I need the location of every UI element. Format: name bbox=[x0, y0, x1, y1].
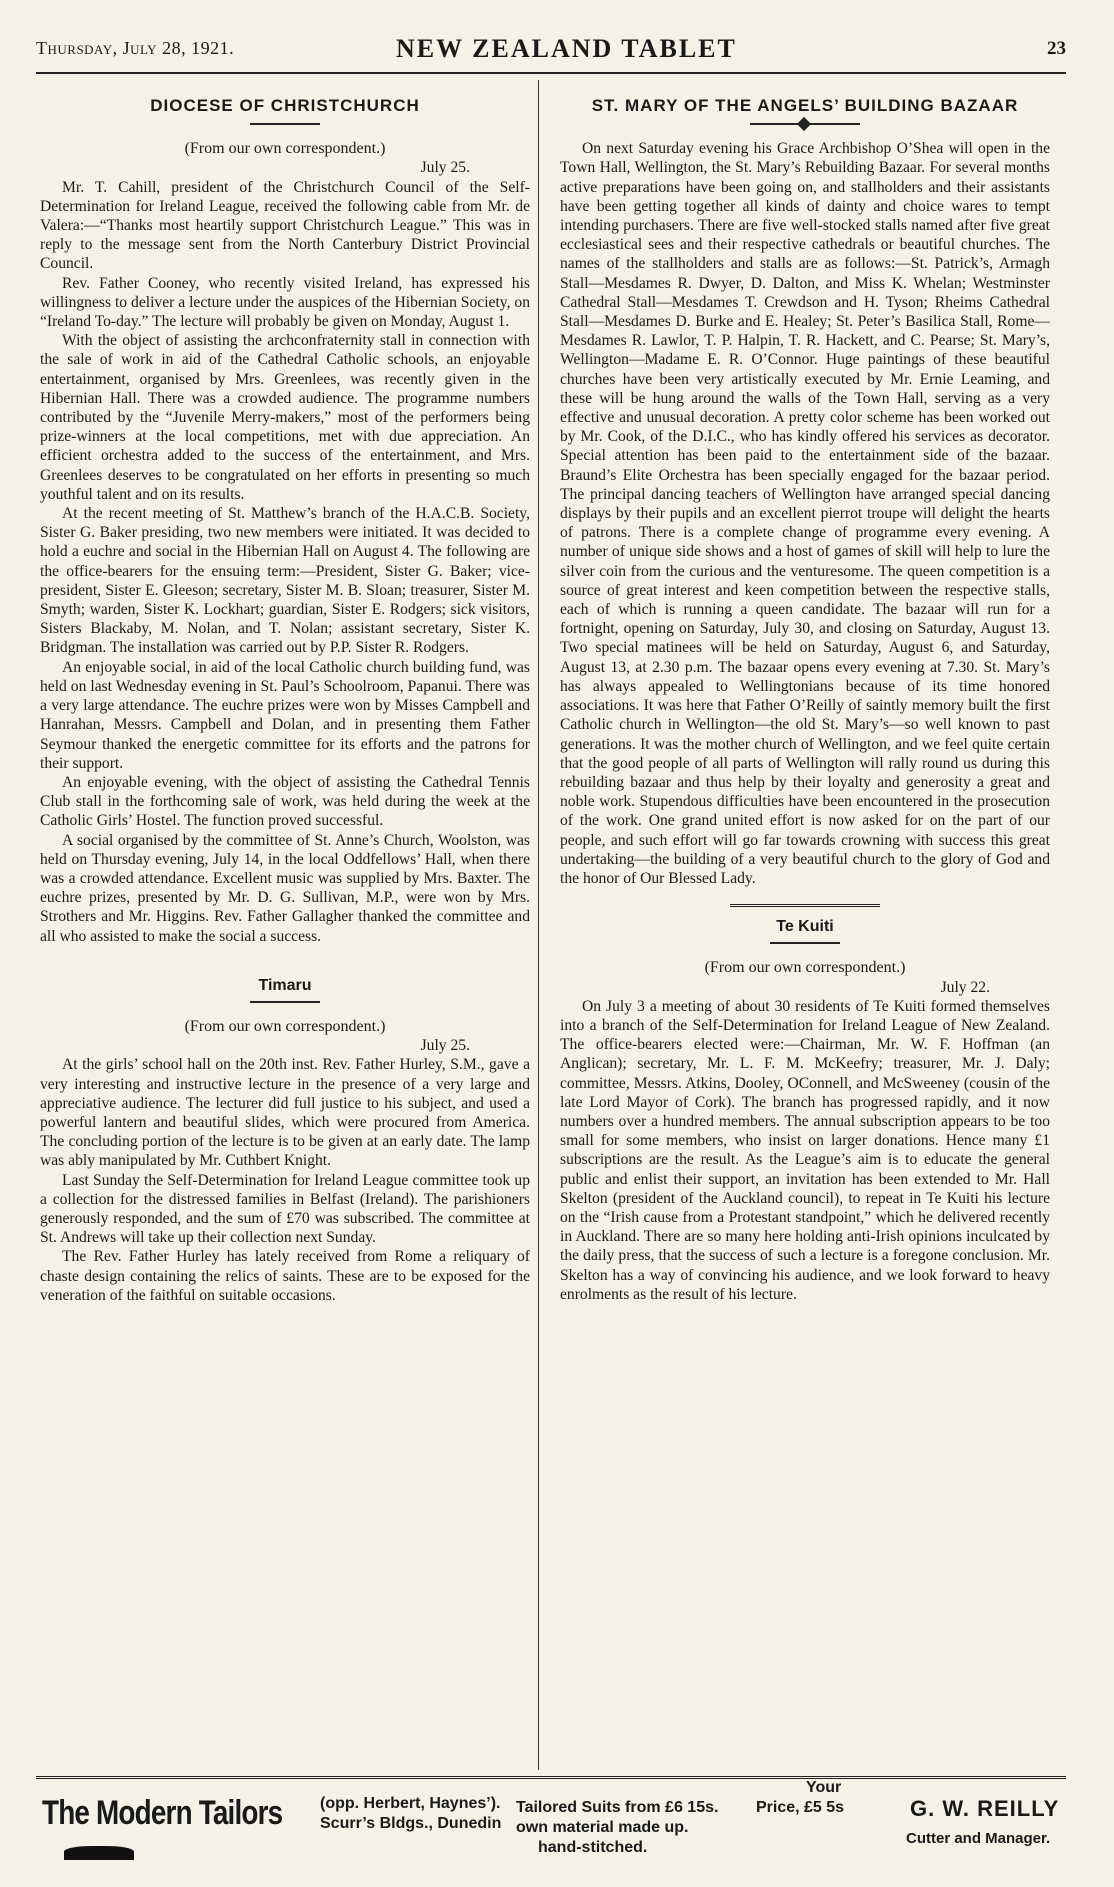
article-body bbox=[40, 178, 530, 946]
section-heading: DIOCESE OF CHRISTCHURCH bbox=[150, 96, 420, 115]
advertised-price: Your Price, £5 5s bbox=[756, 1779, 845, 1816]
heading-rule bbox=[250, 123, 320, 125]
article-body bbox=[560, 139, 1050, 888]
paragraph: At the girls’ school hall on the 20th inst. Rev. Father Hurley, S.M., gave a very interesting and instructive lecture in the presence of a very large and appreciative audience. The lecturer did full justice to his subject, and used a powerful lantern and beautiful slides, which were procured from America. The concluding portion of the lecture is to be given at an early date. The lamp was ably manipulated by Mr. Cuthbert Knight. bbox=[40, 1056, 530, 1170]
sub-heading: Timaru bbox=[258, 976, 312, 994]
paragraph: An enjoyable social, in aid of the local Catholic church building fund, was held on last Wednesday evening in St. Paul’s Schoolroom, Papanui. There was a very large attendance. The euchre prizes were won by Misses Campbell and Hanrahan, Messrs. Campbell and Dolan, and in presenting them Father Seymour thanked the energetic committee for its efforts and the patrons for their support. bbox=[40, 658, 530, 772]
advertised-offer: Tailored Suits from £6 15s. own material made up. hand-stitched. bbox=[516, 1799, 719, 1856]
section-heading: ST. MARY OF THE ANGELS’ BUILDING BAZAAR bbox=[591, 96, 1019, 115]
section-separator bbox=[730, 904, 880, 907]
article-body bbox=[560, 997, 1050, 1304]
footer-rule bbox=[36, 1776, 1066, 1779]
issue-date: Thursday, July 28, 1921. bbox=[36, 38, 235, 58]
sub-heading: Te Kuiti bbox=[776, 918, 834, 936]
paragraph: On next Saturday evening his Grace Archbishop O’Shea will open in the Town Hall, Wellington, the St. Mary’s Rebuilding Bazaar. For several months active preparations have been going on, and stallholders and their assistants have been getting together all kinds of dainty and choice wares to tempt intending purchasers. There are five well-stocked stalls named after five great ecclesiastical sees and their respective cathedrals or beautiful churches. The names of the stallholders and stalls are as follows:—St. Patrick’s, Armagh Stall—Mesdames R. Dwyer, D. Dalton, and Miss K. Whelan; Westminster Cathedral Stall—Mesdames T. Crewdson and H. Tyson; Rheims Cathedral Stall—Mesdames D. Burke and E. Healey; St. Peter’s Basilica Stall, Rome—Mesdames R. Lawlor, T. P. Halpin, T. R. Hackett, and C. Pearse; St. Mary’s, Wellington—Madame E. R. O’Connor. Huge paintings of these beautiful churches have been very artistically executed by Mr. Ernie Leaming, and these will be hung around the walls of the Town Hall, serving as a very effective and unusual decoration. A pretty color scheme has been worked out by Mr. Cook, of the D.I.C., who has kindly offered his services as decorator. Special attention has been paid to the entertainment side of the bazaar. Braund’s Elite Orchestra has been specially engaged for the bazaar period. The principal dancing teachers of Wellington have arranged special dancing displays by their pupils and an excellent pierrot troupe will delight the hearts of patrons. There is a complete change of programme every evening. A number of unique side shows and a host of games of skill will help to lure the silver coin from the curious and the venturesome. The queen competition is a source of great interest and keen competition between the respective stalls, each of which is running a queen candidate. The bazaar will run for a fortnight, opening on Saturday, July 30, and closing on Saturday, August 13. Two special matinees will be held on Saturday, August 6, and Saturday, August 13, at 2.30 p.m. The bazaar opens every evening at 7.30. St. Mary’s has always appealed to Wellingtonians because of its time honored associations. It was here that Father O’Reilly of saintly memory built the first Catholic church in Wellington—the old St. Mary’s—so well known to past generations. It was the mother church of Wellington, and we feel quite certain that the good people of all parts of Wellington will rally round us during this rebuilding bazaar and thus help by their loyalty and generosity a great and noble work. Stupendous difficulties have been encountered in the prosecution of the work. One grand united effort is now asked for on the part of our people, and such effort will go far towards crowning with success this great undertaking—the building of a very beautiful church to the glory of God and the honor of Our Blessed Lady. bbox=[560, 140, 1050, 887]
paragraph: Mr. T. Cahill, president of the Christchurch Council of the Self-Determination for Ireland League, received the following cable from Mr. de Valera:—“Thanks most heartily support Christchurch League.” This was in reply to the message sent from the North Canterbury District Provincial Council. bbox=[40, 178, 530, 273]
column-divider bbox=[538, 80, 539, 1770]
paragraph: The Rev. Father Hurley has lately received from Rome a reliquary of chaste design containing the relics of saints. These are to be exposed for the veneration of the faithful on suitable occasions. bbox=[40, 1248, 530, 1304]
paragraph: An enjoyable evening, with the object of assisting the Cathedral Tennis Club stall in the forthcoming sale of work, was held during the week at the Catholic Girls’ Hostel. The function proved successful. bbox=[40, 773, 530, 830]
dateline: July 25. bbox=[420, 159, 470, 177]
correspondent-line: (From our own correspondent.) bbox=[184, 140, 386, 158]
article-body bbox=[40, 1055, 530, 1305]
paragraph: Last Sunday the Self-Determination for Ireland League committee took up a collection for the distressed families in Belfast (Ireland). The parishioners generously responded, and the sum of £70 was subscribed. The committee at St. Andrews will take up their collection next Sunday. bbox=[40, 1171, 530, 1247]
paragraph: With the object of assisting the archconfraternity stall in connection with the sale of work in aid of the Cathedral Catholic schools, an enjoyable entertainment, organised by Mrs. Greenlees, was recently given in the Hibernian Hall. There was a crowded audience. The programme numbers contributed by the “Juvenile Merry-makers,” most of the performers being prize-winners at the local competitions, met with due appreciation. An efficient orchestra added to the success of the entertainment, and Mrs. Greenlees deserves to be congratulated on her efforts in presenting so much youthful talent and on its results. bbox=[40, 332, 530, 503]
paragraph: On July 3 a meeting of about 30 residents of Te Kuiti formed themselves into a branch of the Self-Determination for Ireland League of New Zealand. The office-bearers elected were:—Chairman, Mr. W. F. Hoffman (an Anglican); secretary, Mr. L. F. M. McKeefry; treasurer, Mr. J. Daly; committee, Messrs. Atkins, Dooley, OConnell, and McSweeney (cousin of the late Lord Mayor of Cork). The branch has progressed rapidly, and it now numbers over a hundred members. The annual subscription appears to be too small for some members, who insist on larger donations. Hence many £1 subscriptions are the result. As the League’s aim is to educate the general public and enlist their support, an invitation has been extended to Mr. Hall Skelton (president of the Auckland council), to repeat in Te Kuiti his lecture on the “Irish cause from a Protestant standpoint,” which he delivered recently in Auckland. There are so many here holding anti-Irish opinions inculcated by the daily press, that the success of such a lecture is a foregone conclusion. Mr. Skelton has a way of convincing his audience, and we look forward to heavy enrolments as the result of his lecture. bbox=[560, 997, 1050, 1303]
header-rule bbox=[36, 72, 1066, 74]
right-column bbox=[560, 88, 1050, 1304]
heading-rule bbox=[750, 123, 860, 125]
masthead bbox=[36, 30, 1066, 66]
advertiser-name: The Modern Tailors bbox=[42, 1794, 283, 1832]
dateline: July 22. bbox=[940, 978, 990, 996]
correspondent-line: (From our own correspondent.) bbox=[184, 1017, 386, 1035]
correspondent-line: (From our own correspondent.) bbox=[704, 959, 906, 977]
page-number: 23 bbox=[1047, 38, 1066, 59]
heading-rule bbox=[250, 1001, 320, 1003]
paragraph: A social organised by the committee of St. Anne’s Church, Woolston, was held on Thursday evening, July 14, in the local Oddfellows’ Hall, when there was a crowded attendance. Excellent music was supplied by Mrs. Baxter. The euchre prizes, presented by Mr. D. G. Sullivan, M.P., were won by Mrs. Strothers and Mr. Higgins. Rev. Father Gallagher thanked the committee and all who assisted to make the social a success. bbox=[40, 831, 530, 945]
advertiser-address: (opp. Herbert, Haynes’). Scurr’s Bldgs., Dunedin bbox=[320, 1795, 502, 1832]
heading-rule bbox=[770, 942, 840, 944]
paragraph: At the recent meeting of St. Matthew’s branch of the H.A.C.B. Society, Sister G. Baker presiding, two new members were initiated. It was decided to hold a euchre and social in the Hibernian Hall on August 4. The following are the office-bearers for the ensuing term:—President, Sister G. Baker; vice-president, Sister E. Gleeson; secretary, Sister M. B. Sloan; treasurer, Sister M. Smyth; warden, Sister K. Lockhart; guardian, Sister E. Rodgers; sick visitors, Sisters Blackaby, M. Nolan, and T. Nolan; assistant secretary, Sister K. Bridgman. The installation was carried out by P.P. Sister R. Rodgers. bbox=[40, 505, 530, 657]
ink-blot bbox=[64, 1846, 134, 1860]
publication-title: NEW ZEALAND TABLET bbox=[396, 34, 737, 63]
dateline: July 25. bbox=[420, 1037, 470, 1055]
paragraph: Rev. Father Cooney, who recently visited Ireland, has expressed his willingness to deliver a lecture under the auspices of the Hibernian Society, on “Ireland To-day.” The lecture will probably be given on Monday, August 1. bbox=[40, 274, 530, 331]
proprietor-role: Cutter and Manager. bbox=[906, 1830, 1051, 1847]
proprietor-name: G. W. REILLY bbox=[910, 1796, 1060, 1821]
left-column bbox=[40, 88, 530, 1305]
advertisement bbox=[36, 1779, 1076, 1860]
